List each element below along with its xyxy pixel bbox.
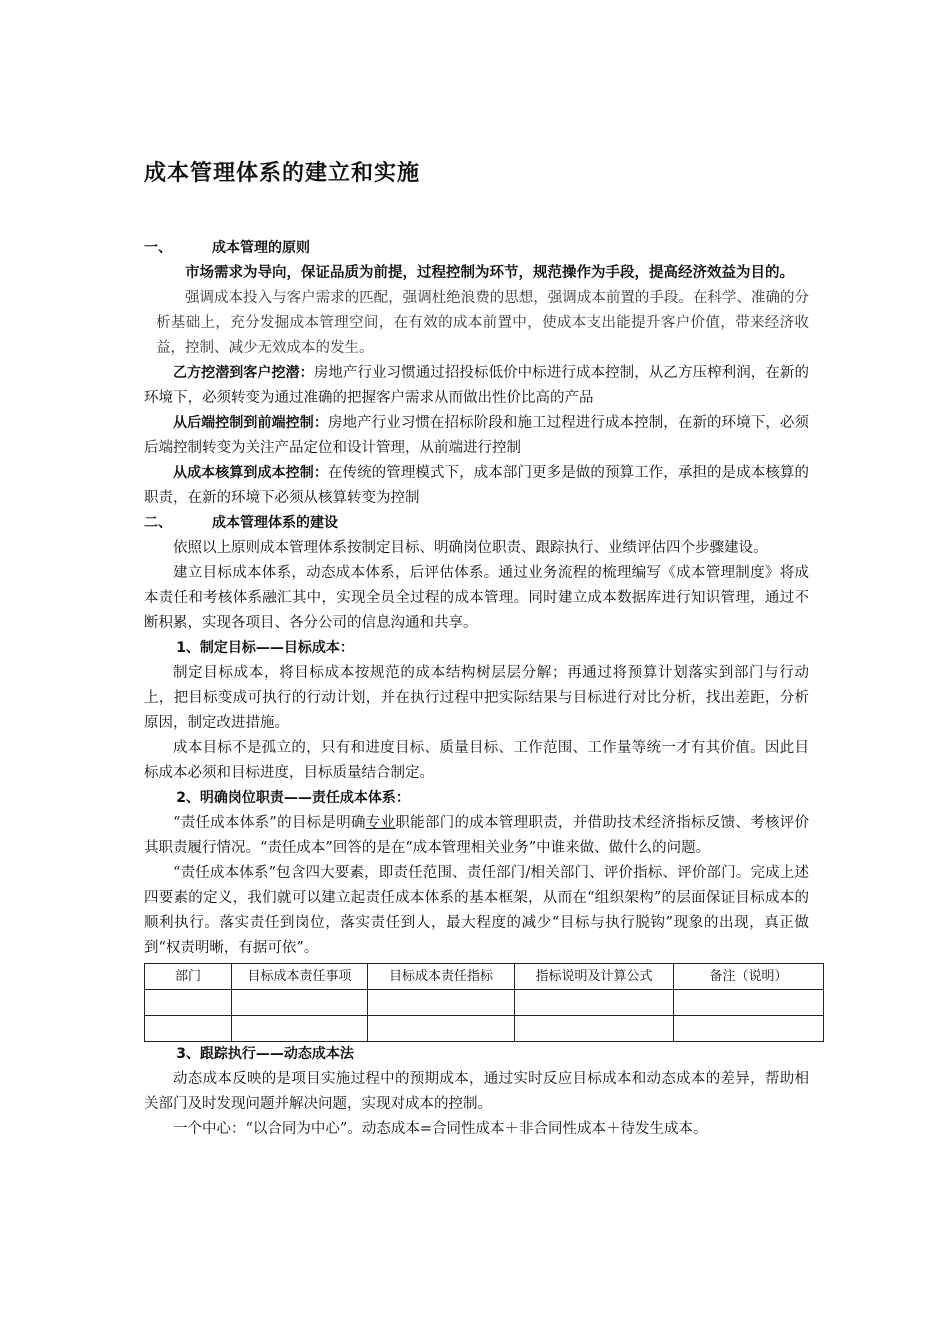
table-row (145, 1016, 824, 1042)
bold-lead: 乙方挖潜到客户挖潜： (173, 365, 314, 381)
table-header-row (145, 964, 824, 990)
subsection-heading: 3、跟踪执行——动态成本法 (176, 1046, 354, 1062)
principle-summary: 市场需求为导向，保证品质为前提，过程控制为环节，规范操作为手段，提高经济效益为目的。 (185, 265, 794, 281)
responsibility-table (144, 963, 824, 1042)
table-header-cell: 指标说明及计算公式 (515, 964, 674, 990)
table-cell (368, 1016, 515, 1042)
paragraph: 制定目标成本，将目标成本按规范的成本结构树层层分解；再通过将预算计划落实到部门与行动上，把目标变成可执行的行动计划，并在执行过程中把实际结果与目标进行对比分析，找出差距，分析原因，制定改进措施。 (144, 665, 809, 731)
paragraph (144, 461, 809, 511)
section-title: 成本管理的原则 (212, 240, 310, 256)
document-body (144, 236, 809, 1142)
underlined-text: 专业 (365, 815, 396, 831)
paragraph: 依照以上原则成本管理体系按制定目标、明确岗位职责、跟踪执行、业绩评估四个步骤建设。 (173, 540, 768, 556)
table-cell (515, 990, 674, 1016)
bold-lead: 从成本核算到成本控制： (173, 465, 328, 481)
paragraph: “责任成本体系”包含四大要素，即责任范围、责任部门/相关部门、评价指标、评价部门。完成上述四要素的定义，我们就可以建立起责任成本体系的基本框架，从而在“组织架构”的层面保证目标成本的顺利执行。落实责任到岗位，落实责任到人，最大程度的减少“目标与执行脱钩”现象的出现，真正做到“权责明晰，有据可依”。 (144, 865, 809, 956)
paragraph: 成本目标不是孤立的，只有和进度目标、质量目标、工作范围、工作量等统一才有其价值。因此目标成本必须和目标进度，目标质量结合制定。 (144, 740, 809, 781)
subsection-heading: 2、明确岗位职责——责任成本体系： (176, 790, 410, 806)
section-2-heading (144, 511, 809, 536)
table-header-cell: 目标成本责任指标 (368, 964, 515, 990)
table-cell (145, 990, 232, 1016)
table-header-cell: 部门 (145, 964, 232, 990)
bold-lead: 从后端控制到前端控制： (173, 415, 328, 431)
section-number: 一、 (144, 240, 172, 256)
paragraph: 建立目标成本体系，动态成本体系，后评估体系。通过业务流程的梳理编写《成本管理制度》将成本责任和考核体系融汇其中，实现全员全过程的成本管理。同时建立成本数据库进行知识管理，通过不断积累，实现各项目、各分公司的信息沟通和共享。 (144, 565, 809, 631)
paragraph: 动态成本反映的是项目实施过程中的预期成本，通过实时反应目标成本和动态成本的差异，帮助相关部门及时发现问题并解决问题，实现对成本的控制。 (144, 1071, 809, 1112)
document-title: 成本管理体系的建立和实施 (144, 161, 421, 186)
paragraph (144, 811, 809, 861)
table-cell (674, 990, 824, 1016)
paragraph: 一个中心：“以合同为中心”。动态成本=合同性成本＋非合同性成本＋待发生成本。 (173, 1121, 708, 1137)
table-cell (145, 1016, 232, 1042)
paragraph-text: “责任成本体系”的目标是明确 (173, 815, 366, 831)
paragraph-text: 职能部门的成本管理职责，并借助技术经济指标反馈、考核评价其职责履行情况。“责任成本”回答的是在“成本管理相关业务”中谁来做、做什么的问题。 (144, 815, 810, 856)
paragraph (144, 361, 809, 411)
paragraph-text: 房地产行业习惯通过招投标低价中标进行成本控制，从乙方压榨利润，在新的环境下，必须转变为通过准确的把握客户需求从而做出性价比高的产品 (144, 365, 810, 406)
table-header-cell: 备注（说明） (674, 964, 824, 990)
section-number: 二、 (144, 515, 172, 531)
subsection-heading: 1、制定目标——目标成本： (176, 640, 354, 656)
table-cell (368, 990, 515, 1016)
section-title: 成本管理体系的建设 (212, 515, 338, 531)
table-row (145, 990, 824, 1016)
table-cell (232, 990, 368, 1016)
section-1-heading (144, 236, 809, 261)
paragraph: 强调成本投入与客户需求的匹配，强调杜绝浪费的思想，强调成本前置的手段。在科学、准确的分析基础上，充分发掘成本管理空间，在有效的成本前置中，使成本支出能提升客户价值，带来经济收益，控制、减少无效成本的发生。 (156, 290, 809, 356)
table-cell (674, 1016, 824, 1042)
paragraph (144, 411, 809, 461)
table-cell (232, 1016, 368, 1042)
paragraph-text: 在传统的管理模式下，成本部门更多是做的预算工作，承担的是成本核算的职责，在新的环境下必须从核算转变为控制 (144, 465, 810, 506)
table-cell (515, 1016, 674, 1042)
table-header-cell: 目标成本责任事项 (232, 964, 368, 990)
paragraph-text: 房地产行业习惯在招标阶段和施工过程进行成本控制，在新的环境下，必须后端控制转变为关注产品定位和设计管理，从前端进行控制 (144, 415, 810, 456)
